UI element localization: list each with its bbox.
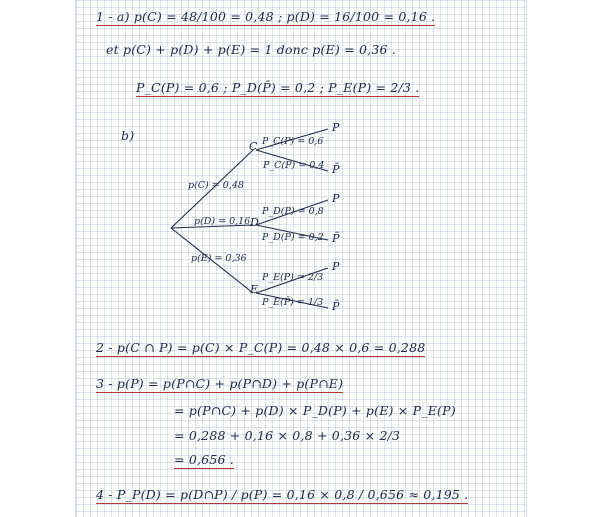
tree-label-pd: p(D) = 0,16 bbox=[194, 216, 251, 227]
tree-node-e: E bbox=[250, 283, 259, 296]
tree-node-d: D bbox=[250, 216, 259, 229]
tree-leaf-e-p: P bbox=[332, 260, 340, 273]
q4-line: 4 - P_P(D) = p(D∩P) / p(P) = 0,16 × 0,8 / 0,656 ≈ 0,195 . bbox=[96, 487, 469, 502]
q1a-line2: et p(C) + p(D) + p(E) = 1 donc p(E) = 0,36 . bbox=[106, 42, 396, 57]
tree-leaf-d-pbar: P̄ bbox=[332, 232, 340, 245]
tree-leaf-c-pbar: P̄ bbox=[332, 163, 340, 176]
tree-label-e-p: P_E(P) = 2/3 bbox=[262, 272, 324, 283]
tree-label-e-pbar: P_E(P̄) = 1/3 bbox=[262, 297, 324, 308]
tree-leaf-c-p: P bbox=[332, 121, 340, 134]
tree-label-d-pbar: P_D(P̄) = 0,2 bbox=[262, 232, 324, 243]
tree-label-pc: p(C) = 0,48 bbox=[188, 180, 244, 191]
q3-line1: 3 - p(P) = p(P∩C) + p(P∩D) + p(P∩E) bbox=[96, 376, 344, 391]
q2-line: 2 - p(C ∩ P) = p(C) × P_C(P) = 0,48 × 0,6 = 0,288 bbox=[96, 340, 426, 355]
tree-label-c-pbar: P_C(P̄) = 0,4 bbox=[263, 160, 325, 171]
tree-label-pe: p(E) = 0,36 bbox=[191, 253, 247, 264]
q1b-label: b) bbox=[121, 128, 135, 143]
tree-leaf-e-pbar: P̄ bbox=[332, 300, 340, 313]
q3-line3: = 0,288 + 0,16 × 0,8 + 0,36 × 2/3 bbox=[174, 428, 401, 443]
q3-line2: = p(P∩C) + p(D) × P_D(P) + p(E) × P_E(P) bbox=[174, 403, 456, 418]
tree-node-c: C bbox=[249, 140, 258, 153]
graph-paper-sheet bbox=[75, 0, 527, 517]
q1a-line3: P_C(P) = 0,6 ; P_D(P̄) = 0,2 ; P_E(P) = 2/3 . bbox=[136, 80, 420, 95]
tree-leaf-d-p: P bbox=[332, 192, 340, 205]
q1a-line1: 1 - a) p(C) = 48/100 = 0,48 ; p(D) = 16/100 = 0,16 . bbox=[96, 9, 436, 24]
tree-label-d-p: P_D(P) = 0,8 bbox=[262, 206, 324, 217]
q3-line4: = 0,656 . bbox=[174, 452, 234, 467]
tree-label-c-p: P_C(P) = 0,6 bbox=[262, 136, 324, 147]
